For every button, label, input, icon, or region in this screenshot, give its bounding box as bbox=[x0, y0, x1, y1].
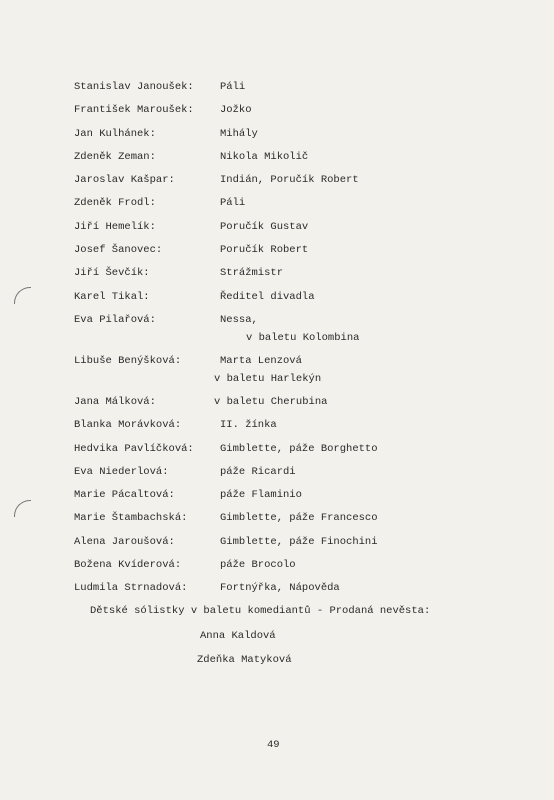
soloists-heading: Dětské sólistky v baletu komediantů - Prodaná nevěsta: bbox=[90, 605, 431, 617]
cast-row bbox=[74, 244, 534, 267]
actor-name: Hedvika Pavlíčková: bbox=[74, 442, 194, 455]
punch-hole-mark bbox=[14, 287, 31, 304]
cast-row bbox=[74, 174, 534, 197]
actor-name: Jan Kulhánek: bbox=[74, 127, 156, 140]
cast-row bbox=[74, 267, 534, 290]
actor-name: Jaroslav Kašpar: bbox=[74, 174, 175, 187]
role-name: Fortnýřka, Nápověda bbox=[220, 582, 340, 595]
cast-row bbox=[74, 314, 534, 355]
actor-name: Josef Šanovec: bbox=[74, 244, 163, 257]
soloist-name: Zdeňka Matyková bbox=[197, 654, 292, 666]
role-name: Marta Lenzová bbox=[220, 354, 302, 367]
role-name: Gimblette, páže Finochini bbox=[220, 535, 378, 548]
actor-name: Stanislav Janoušek: bbox=[74, 81, 194, 93]
role-name: v baletu Cherubina bbox=[214, 395, 328, 408]
cast-row bbox=[74, 128, 534, 151]
cast-row bbox=[74, 104, 534, 127]
cast-list bbox=[74, 81, 534, 606]
cast-row bbox=[74, 291, 534, 314]
actor-name: František Maroušek: bbox=[74, 104, 194, 117]
actor-name: Libuše Benýšková: bbox=[74, 354, 182, 367]
cast-row bbox=[74, 559, 534, 582]
actor-name: Zdeněk Frodl: bbox=[74, 197, 156, 210]
role-name: Mihály bbox=[220, 127, 258, 140]
role-name: páže Ricardi bbox=[220, 465, 296, 478]
role-name-continued: v baletu Harlekýn bbox=[214, 372, 322, 385]
cast-row bbox=[74, 582, 534, 605]
role-name-continued: v baletu Kolombina bbox=[246, 331, 360, 344]
role-name: páže Flaminio bbox=[220, 489, 302, 502]
actor-name: Jiří Hemelík: bbox=[74, 220, 156, 233]
role-name: Strážmistr bbox=[220, 267, 284, 280]
role-name: Gimblette, páže Francesco bbox=[220, 512, 378, 525]
role-name: Ředitel divadla bbox=[220, 290, 315, 303]
actor-name: Zdeněk Zeman: bbox=[74, 150, 156, 163]
role-name: Indián, Poručík Robert bbox=[220, 174, 359, 187]
role-name: Páli bbox=[220, 81, 246, 93]
actor-name: Marie Štambachská: bbox=[74, 512, 188, 525]
cast-row bbox=[74, 419, 534, 442]
page-number: 49 bbox=[267, 739, 280, 751]
actor-name: Karel Tikal: bbox=[74, 290, 150, 303]
cast-row bbox=[74, 81, 534, 104]
actor-name: Alena Jaroušová: bbox=[74, 535, 175, 548]
actor-name: Marie Pácaltová: bbox=[74, 489, 175, 502]
actor-name: Eva Pilařová: bbox=[74, 313, 156, 326]
actor-name: Eva Niederlová: bbox=[74, 465, 169, 478]
actor-name: Jana Málková: bbox=[74, 395, 156, 408]
cast-row bbox=[74, 489, 534, 512]
cast-row bbox=[74, 151, 534, 174]
role-name: II. žínka bbox=[220, 419, 277, 432]
role-name: Páli bbox=[220, 197, 246, 210]
actor-name: Jiří Ševčík: bbox=[74, 267, 150, 280]
role-name: Jožko bbox=[220, 104, 252, 117]
actor-name: Ludmila Strnadová: bbox=[74, 582, 188, 595]
role-name: Gimblette, páže Borghetto bbox=[220, 442, 378, 455]
cast-row bbox=[74, 512, 534, 535]
punch-hole-mark bbox=[14, 500, 31, 517]
cast-row bbox=[74, 355, 534, 396]
role-name: Poručík Robert bbox=[220, 244, 309, 257]
cast-row bbox=[74, 466, 534, 489]
cast-row bbox=[74, 221, 534, 244]
soloist-name: Anna Kaldová bbox=[200, 630, 276, 642]
role-name: Nessa, bbox=[220, 313, 258, 326]
cast-row bbox=[74, 197, 534, 220]
actor-name: Blanka Morávková: bbox=[74, 419, 182, 432]
cast-row bbox=[74, 443, 534, 466]
cast-row bbox=[74, 536, 534, 559]
role-name: páže Brocolo bbox=[220, 559, 296, 572]
role-name: Nikola Mikolič bbox=[220, 150, 309, 163]
actor-name: Božena Kvíderová: bbox=[74, 559, 182, 572]
cast-row bbox=[74, 396, 534, 419]
role-name: Poručík Gustav bbox=[220, 220, 309, 233]
